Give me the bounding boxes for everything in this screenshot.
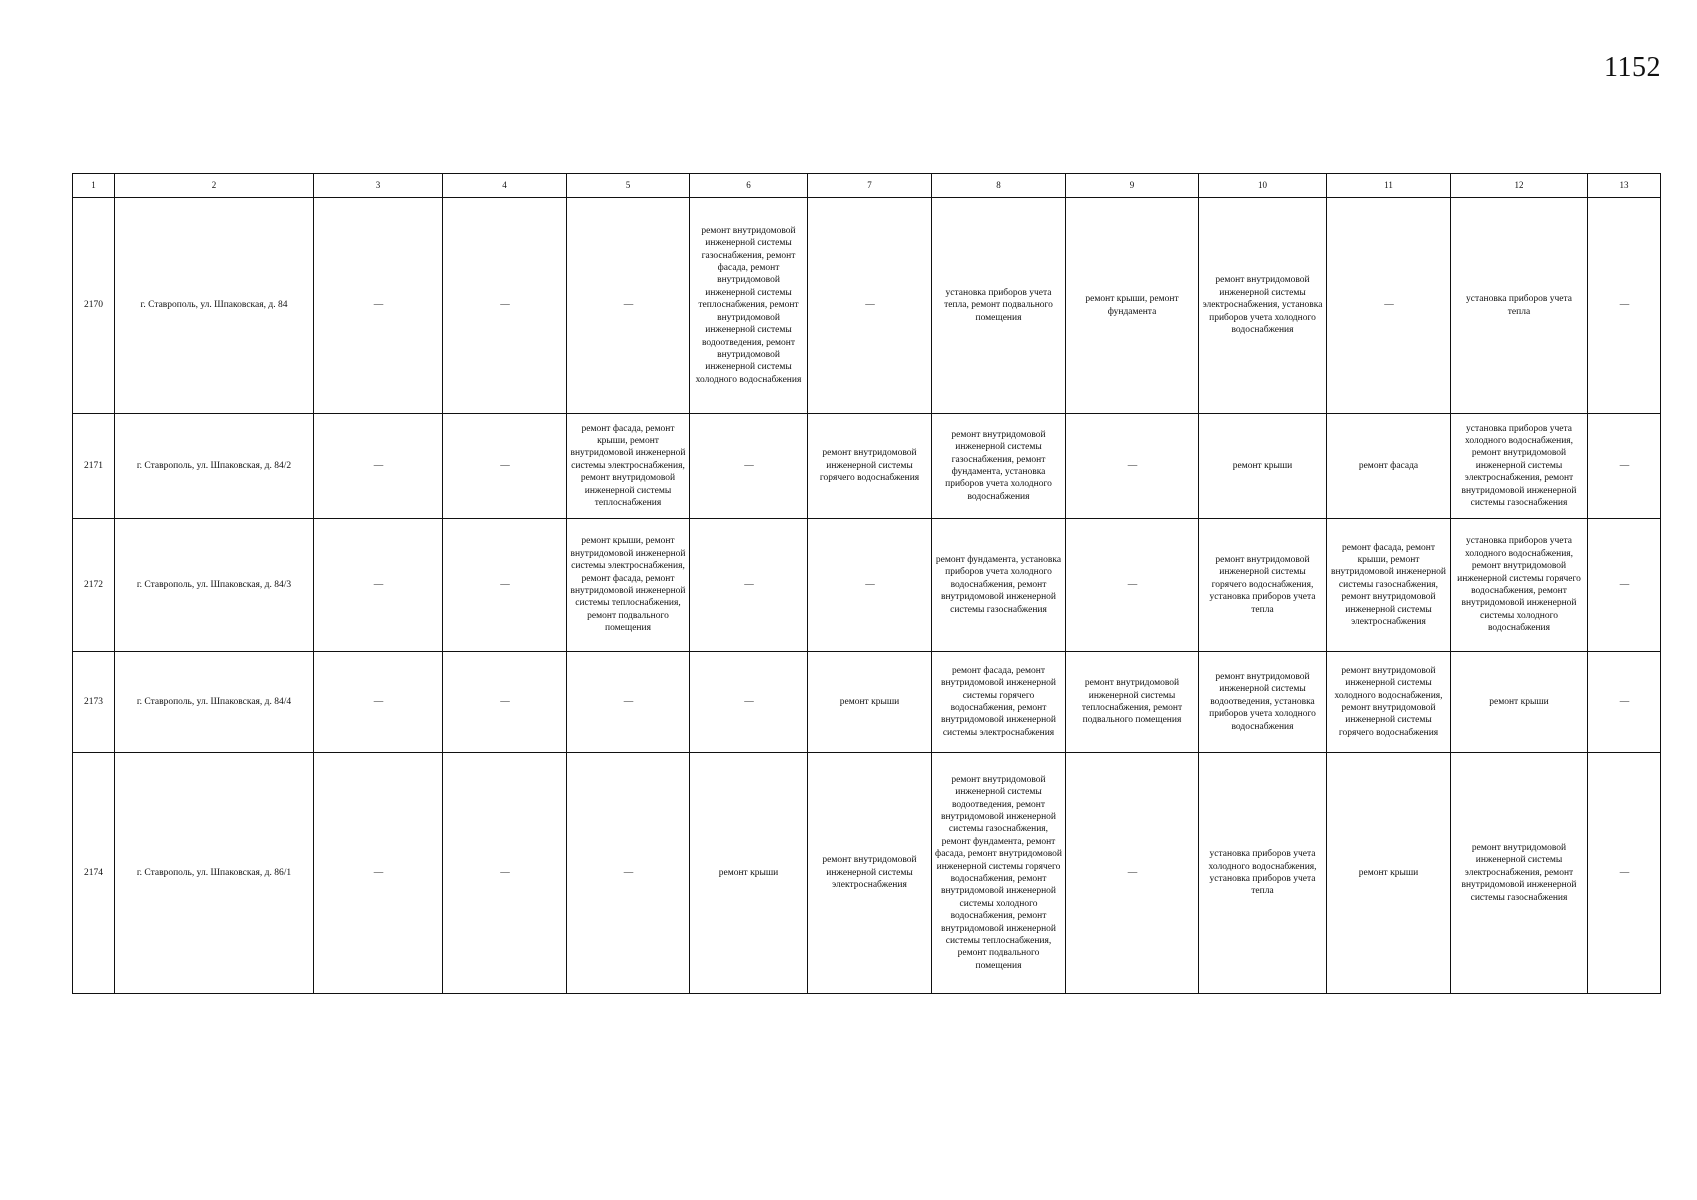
table-cell: ремонт крыши [1327,753,1451,994]
column-header: 9 [1066,174,1199,198]
table-cell: — [1327,198,1451,414]
table-cell: — [443,198,567,414]
table-cell: — [443,753,567,994]
column-header: 13 [1588,174,1661,198]
table-row [73,414,1661,519]
address-cell: г. Ставрополь, ул. Шпаковская, д. 84 [115,198,314,414]
table-cell: ремонт внутридомовой инженерной системы электроснабжения [808,753,932,994]
table-cell: ремонт крыши [1451,652,1588,753]
table-cell: ремонт крыши [690,753,808,994]
table-cell: — [314,652,443,753]
table-cell: ремонт фасада, ремонт крыши, ремонт внутридомовой инженерной системы электроснабжения, ремонт внутридомовой инженерной системы теплоснабжения [567,414,690,519]
column-header: 3 [314,174,443,198]
row-number: 2170 [73,198,115,414]
column-header: 4 [443,174,567,198]
table-row [73,753,1661,994]
table-cell: — [1588,198,1661,414]
address-cell: г. Ставрополь, ул. Шпаковская, д. 86/1 [115,753,314,994]
table-cell: ремонт внутридомовой инженерной системы горячего водоснабжения, установка приборов учета тепла [1199,519,1327,652]
table-cell: — [808,519,932,652]
column-header: 2 [115,174,314,198]
column-header: 1 [73,174,115,198]
table-cell: ремонт крыши [808,652,932,753]
table-cell: установка приборов учета холодного водоснабжения, установка приборов учета тепла [1199,753,1327,994]
table-cell: — [443,519,567,652]
column-header: 8 [932,174,1066,198]
table-cell: ремонт внутридомовой инженерной системы электроснабжения, ремонт внутридомовой инженерной системы газоснабжения [1451,753,1588,994]
table-row [73,519,1661,652]
table-cell: — [314,753,443,994]
column-header: 10 [1199,174,1327,198]
row-number: 2171 [73,414,115,519]
table-cell: ремонт внутридомовой инженерной системы водоотведения, ремонт внутридомовой инженерной системы газоснабжения, ремонт фундамента, ремонт фасада, ремонт внутридомовой инженерной системы горячего водоснабжения, ремонт внутридомовой инженерной системы холодного водоснабжения, ремонт внутридомовой инженерной системы теплоснабжения, ремонт подвального помещения [932,753,1066,994]
table-cell: — [443,414,567,519]
table-cell: установка приборов учета тепла, ремонт подвального помещения [932,198,1066,414]
table-cell: — [314,198,443,414]
row-number: 2173 [73,652,115,753]
table-cell: — [314,414,443,519]
table-cell: — [567,753,690,994]
page-number: 1152 [1604,52,1661,83]
repair-schedule-table [72,173,1661,994]
table-cell: — [1588,519,1661,652]
column-header: 5 [567,174,690,198]
table-cell: установка приборов учета тепла [1451,198,1588,414]
table-cell: — [690,652,808,753]
table-cell: ремонт фасада, ремонт крыши, ремонт внутридомовой инженерной системы газоснабжения, ремонт внутридомовой инженерной системы электроснабжения [1327,519,1451,652]
table-cell: ремонт крыши, ремонт внутридомовой инженерной системы электроснабжения, ремонт фасада, ремонт внутридомовой инженерной системы теплоснабжения, ремонт подвального помещения [567,519,690,652]
address-cell: г. Ставрополь, ул. Шпаковская, д. 84/4 [115,652,314,753]
table-cell: — [314,519,443,652]
table-cell: ремонт внутридомовой инженерной системы водоотведения, установка приборов учета холодного водоснабжения [1199,652,1327,753]
address-cell: г. Ставрополь, ул. Шпаковская, д. 84/2 [115,414,314,519]
column-header: 12 [1451,174,1588,198]
table-cell: ремонт крыши, ремонт фундамента [1066,198,1199,414]
table-cell: ремонт фасада, ремонт внутридомовой инженерной системы горячего водоснабжения, ремонт внутридомовой инженерной системы электроснабжения [932,652,1066,753]
table-row [73,652,1661,753]
table-cell: — [1588,652,1661,753]
table-cell: ремонт внутридомовой инженерной системы горячего водоснабжения [808,414,932,519]
table-cell: — [1066,414,1199,519]
table-cell: ремонт внутридомовой инженерной системы холодного водоснабжения, ремонт внутридомовой инженерной системы горячего водоснабжения [1327,652,1451,753]
table-cell: — [443,652,567,753]
table-cell: ремонт фундамента, установка приборов учета холодного водоснабжения, ремонт внутридомовой инженерной системы газоснабжения [932,519,1066,652]
table-cell: ремонт внутридомовой инженерной системы электроснабжения, установка приборов учета холодного водоснабжения [1199,198,1327,414]
table-cell: установка приборов учета холодного водоснабжения, ремонт внутридомовой инженерной системы электроснабжения, ремонт внутридомовой инженерной системы газоснабжения [1451,414,1588,519]
table-cell: ремонт внутридомовой инженерной системы газоснабжения, ремонт фасада, ремонт внутридомовой инженерной системы теплоснабжения, ремонт внутридомовой инженерной системы водоотведения, ремонт внутридомовой инженерной системы холодного водоснабжения [690,198,808,414]
table-cell: — [1588,753,1661,994]
table-cell: — [567,198,690,414]
row-number: 2172 [73,519,115,652]
table-cell: ремонт внутридомовой инженерной системы теплоснабжения, ремонт подвального помещения [1066,652,1199,753]
table-cell: — [808,198,932,414]
address-cell: г. Ставрополь, ул. Шпаковская, д. 84/3 [115,519,314,652]
table-cell: — [1588,414,1661,519]
table-cell: — [1066,753,1199,994]
table-cell: ремонт крыши [1199,414,1327,519]
column-header: 11 [1327,174,1451,198]
table-cell: ремонт фасада [1327,414,1451,519]
table-cell: — [1066,519,1199,652]
row-number: 2174 [73,753,115,994]
column-number-row [73,174,1661,198]
table-cell: ремонт внутридомовой инженерной системы газоснабжения, ремонт фундамента, установка приборов учета холодного водоснабжения [932,414,1066,519]
table-cell: — [690,414,808,519]
table-row [73,198,1661,414]
table-cell: — [567,652,690,753]
column-header: 7 [808,174,932,198]
column-header: 6 [690,174,808,198]
table-cell: установка приборов учета холодного водоснабжения, ремонт внутридомовой инженерной системы горячего водоснабжения, ремонт внутридомовой инженерной системы холодного водоснабжения [1451,519,1588,652]
table-cell: — [690,519,808,652]
